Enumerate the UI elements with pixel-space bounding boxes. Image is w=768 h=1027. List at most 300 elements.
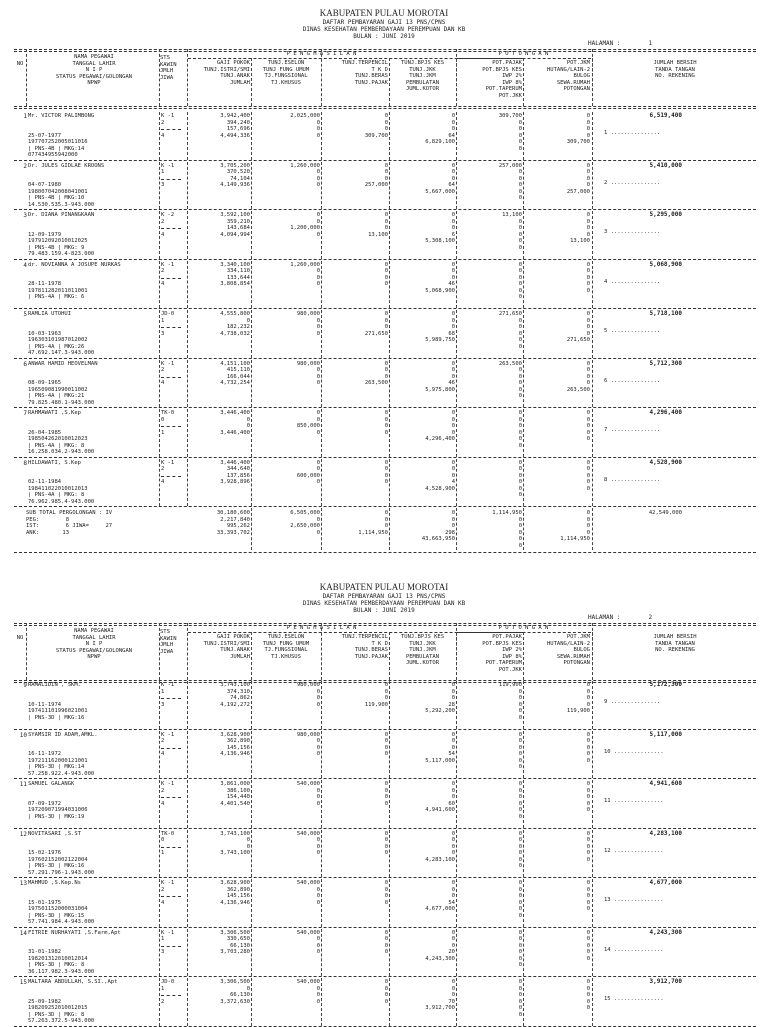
column-divider (523, 978, 524, 1026)
row-number: 7 (23, 410, 27, 417)
col-potongan: P O T O N G A N (498, 625, 549, 631)
row-number: 11 (19, 781, 27, 788)
dashed-rule (14, 828, 756, 829)
column-divider (251, 360, 252, 408)
column-divider (251, 879, 252, 927)
period-label: BULAN : JUNI 2019 (353, 33, 415, 40)
column-divider (456, 162, 457, 210)
column-divider (592, 360, 593, 408)
remote-allowance-values: 0 0 0 0 (384, 830, 388, 856)
net-pay: 5,718,100 (649, 310, 682, 317)
allowance-values: 980,000 0 0 0 (296, 360, 320, 386)
department-name: DINAS KESEHATAN PEMBERDAYAAN PEREMPUAN DAN KB (302, 600, 466, 607)
column-divider (251, 261, 252, 309)
column-divider (523, 360, 524, 408)
net-pay: 4,677,000 (649, 879, 682, 886)
column-divider (321, 112, 322, 160)
col-penghasilan: P E N G H A S I L A N (286, 51, 357, 57)
dashed-rule (14, 358, 756, 359)
signature-line: 14 ............... (604, 946, 664, 953)
column-divider (321, 681, 322, 729)
column-divider (159, 49, 160, 106)
marital-status: K -1 2 4 (161, 459, 175, 485)
remote-allowance-values: 0 0 0 0 (384, 410, 388, 436)
gross-values: 0 0 0 70 3,912,700 (425, 979, 455, 1011)
subtotal-tax: 1,114,950 0 0 0 0 0 (492, 510, 522, 549)
column-divider (187, 112, 188, 160)
column-divider (592, 681, 593, 729)
signature-line: 2 ............... (604, 179, 661, 186)
column-divider (592, 211, 593, 259)
dashed-rule (14, 407, 756, 408)
allowance-values: 1,260,000 0 0 0 (290, 162, 320, 188)
employee-info: Dr. DIANA PINANGKAAN 12-09-1979 197912092010012025 | PNS-4B | MKG: 9 79.483.159.4-823.000 (28, 212, 95, 257)
remote-allowance-values: 0 0 0 13,100 (368, 212, 388, 238)
signature-line: 13 ............... (604, 897, 664, 903)
signature-line: 8 ............... (604, 476, 661, 483)
subtotal-other: 0 0 0 0 1,114,950 (560, 510, 590, 542)
column-divider (187, 879, 188, 927)
employee-info: RAHMAWATI ,S.Kep 26-04-1985 198504262010012023 | PNS-4A | MKG: 8 16.258.034.2-943.000 (28, 410, 95, 455)
column-divider (159, 623, 160, 680)
other-deduction-values: 0 0 0 0 0 (586, 830, 590, 863)
dashed-rule (457, 58, 591, 59)
sts-rule (161, 377, 181, 378)
dashed-rule (457, 632, 591, 633)
subtotal-allowance: 6,505,000 0 2,650,000 0 (290, 510, 320, 536)
marital-status: K -2 2 4 (161, 212, 175, 238)
page-number (588, 40, 652, 47)
col-pajak: POT.PAJAK POT.BPJS KES IWP 2% IWP 8% POT.TAPERUM POT.JKK (482, 60, 522, 99)
column-divider (523, 112, 524, 160)
salary-values: 3,446,400 0 0 3,446,400 (220, 410, 250, 436)
signature-line: 3 ............... (604, 229, 661, 235)
gross-values: 0 0 0 46 5,068,900 (425, 261, 455, 294)
column-divider (321, 49, 322, 106)
column-divider (592, 879, 593, 927)
column-divider (456, 780, 457, 828)
employee-info: Dr. JULES GIDLAE KROONS 04-07-1980 198007042008041001 | PNS-4B | MKG:10 14.530.535.3-943.000 (28, 162, 105, 208)
column-divider (251, 58, 252, 106)
subtotal-remote: 0 0 0 1,114,950 (358, 510, 388, 536)
column-divider (592, 731, 593, 779)
row-number: 5 (23, 311, 27, 318)
column-divider (251, 929, 252, 977)
signature-line: 15 ............... (604, 996, 664, 1002)
column-divider (592, 409, 593, 457)
allowance-values: 540,000 0 0 0 (296, 880, 320, 906)
column-divider (389, 211, 390, 259)
marital-status: TK-0 0 1 (161, 410, 175, 436)
column-divider (456, 459, 457, 507)
column-divider (456, 830, 457, 878)
gross-values: 0 0 0 0 4,283,100 (425, 830, 455, 863)
allowance-values: 0 0 850,000 0 (296, 410, 320, 436)
tax-deduction-values: 0 0 0 0 0 0 (518, 781, 522, 820)
sts-rule (161, 946, 181, 947)
column-divider (321, 162, 322, 210)
column-divider (187, 261, 188, 309)
row-number: 4 (23, 261, 27, 269)
report-title (0, 582, 768, 614)
other-deduction-values: 0 0 0 0 309,700 (566, 113, 590, 145)
column-divider (159, 731, 160, 779)
subtotal-gross: 0 0 0 298 43,663,950 (421, 510, 455, 542)
dashed-rule (14, 976, 756, 977)
marital-status: K -1 2 4 (161, 113, 175, 139)
col-terpencil: TUNJ.TERPENCIL T K D TUNJ.BERAS TUNJ.PAJAK (341, 634, 388, 660)
column-divider (187, 459, 188, 507)
column-divider (523, 58, 524, 106)
column-divider (389, 632, 390, 680)
gross-values: 0 0 0 54 4,677,000 (425, 880, 455, 912)
allowance-values: 0 0 600,000 0 (296, 459, 320, 485)
salary-values: 3,861,000 386,100 154,440 4,401,540 (220, 781, 250, 807)
col-gaji: GAJI POKOK TUNJ.ISTRI/SMI TUNJ.ANAK JUMLAH (203, 60, 250, 86)
employee-info: SYAMSIR ID ADAM,AMKL. 16-11-1972 197211162000121001 | PNS-3D | MKG:14 57.258.922.4-943.000 (28, 731, 98, 777)
allowance-values: 980,000 0 0 0 (296, 731, 320, 757)
column-divider (187, 623, 188, 680)
sts-rule (161, 896, 181, 897)
remote-allowance-values: 0 0 0 0 (384, 731, 388, 757)
col-penghasilan: P E N G H A S I L A N (286, 625, 357, 631)
tax-deduction-values: 119,900 0 0 0 0 0 (498, 682, 522, 721)
column-divider (159, 830, 160, 878)
column-divider (187, 162, 188, 210)
column-divider (321, 929, 322, 977)
column-divider (592, 929, 593, 977)
column-divider (187, 409, 188, 457)
column-divider (456, 681, 457, 729)
col-nama: NAMA PEGAWAI TANGGAL LAHIR N I P STATUS PEGAWAI/GOLONGAN NPWP (55, 54, 133, 86)
col-eselon: TUNJ.ESELON TUNJ FUNG UMUM TJ.FUNGSIONAL TJ.KHUSUS (262, 634, 310, 660)
col-pajak: POT.PAJAK POT.BPJS KES IWP 2% IWP 8% POT.TAPERUM POT.JKK (482, 634, 522, 673)
column-divider (251, 681, 252, 729)
allowance-values: 540,000 0 0 0 (296, 781, 320, 807)
salary-values: 3,592,100 359,210 143,684 4,094,994 (220, 212, 250, 238)
gross-values: 0 0 0 28 5,292,200 (425, 682, 455, 714)
sts-rule (161, 426, 181, 427)
column-divider (159, 162, 160, 210)
column-divider (523, 731, 524, 779)
tax-deduction-values: 271,650 0 0 0 0 0 (498, 311, 522, 350)
row-number: 9 (23, 682, 27, 689)
salary-values: 3,942,400 394,240 157,696 4,494,336 (220, 113, 250, 139)
signature-line: 9 ............... (604, 699, 661, 705)
tax-deduction-values: 0 0 0 0 0 0 (518, 261, 522, 300)
column-divider (321, 879, 322, 927)
net-pay: 4,283,100 (649, 829, 682, 837)
column-divider (389, 360, 390, 408)
remote-allowance-values: 0 0 0 119,900 (364, 682, 388, 708)
page-number-value: 2 (648, 614, 653, 621)
column-divider (389, 731, 390, 779)
remote-allowance-values: 0 0 0 0 (384, 979, 388, 1005)
signature-line: 6 ............... (604, 377, 661, 384)
marital-status: K -1 2 4 (161, 731, 175, 757)
allowance-values: 980,000 0 0 0 (296, 682, 320, 708)
gross-values: 0 0 0 64 6,829,100 (425, 113, 455, 145)
remote-allowance-values: 0 0 0 257,000 (364, 162, 388, 188)
net-pay: 4,243,300 (649, 928, 682, 936)
column-divider (251, 731, 252, 779)
column-divider (592, 780, 593, 828)
column-divider (456, 409, 457, 457)
other-deduction-values: 0 0 0 0 257,000 (566, 162, 590, 195)
column-divider (592, 162, 593, 210)
column-divider (251, 632, 252, 680)
column-divider (456, 360, 457, 408)
dashed-rule (14, 209, 756, 210)
column-divider (523, 310, 524, 358)
column-divider (523, 929, 524, 977)
remote-allowance-values: 0 0 0 309,700 (364, 113, 388, 139)
marital-status: JD-0 1 3 (161, 311, 175, 337)
column-divider (26, 623, 27, 680)
gross-values: 0 0 0 68 5,989,750 (425, 311, 455, 343)
column-divider (321, 508, 322, 550)
sts-rule (161, 327, 181, 328)
tax-deduction-values: 263,500 0 0 0 0 0 (498, 360, 522, 399)
net-pay: 5,295,000 (649, 211, 682, 218)
other-deduction-values: 0 0 0 0 0 (586, 731, 590, 764)
tax-deduction-values: 0 0 0 0 0 0 (518, 880, 522, 919)
report-title (0, 8, 768, 40)
col-no: NO (16, 61, 24, 67)
col-bpjs: TUNJ.BPJS KES TUNJ.JKK TUNJ.JKM PEMBULATAN JUML.KOTOR (400, 634, 445, 666)
sts-rule (161, 797, 181, 798)
gross-values: 0 0 0 6 5,308,100 (425, 212, 455, 244)
employee-info: ANWAR HAMID HEOVELMAN 08-09-1965 196509081990011002 | PNS-4A | MKG:21 79.825.480.1-943.000 (28, 360, 98, 406)
column-divider (389, 508, 390, 550)
column-divider (187, 681, 188, 729)
column-divider (321, 211, 322, 259)
column-divider (187, 211, 188, 259)
gross-values: 0 0 0 46 5,975,800 (425, 360, 455, 393)
column-divider (187, 780, 188, 828)
salary-values: 3,628,900 362,890 145,156 4,136,946 (220, 731, 250, 757)
column-divider (456, 879, 457, 927)
column-divider (321, 310, 322, 358)
column-divider (456, 310, 457, 358)
allowance-values: 540,000 0 0 0 (296, 830, 320, 856)
agency-title: KABUPATEN PULAU MOROTAI (319, 8, 449, 18)
column-divider (456, 731, 457, 779)
salary-values: 3,705,200 370,520 74,104 4,149,936 (220, 162, 250, 188)
marital-status: K -1 1 3 (161, 162, 175, 188)
column-divider (389, 162, 390, 210)
col-eselon: TUNJ.ESELON TUNJ FUNG UMUM TJ.FUNGSIONAL TJ.KHUSUS (262, 60, 310, 86)
tax-deduction-values: 0 0 0 0 0 0 (518, 830, 522, 869)
salary-values: 3,446,400 344,640 137,856 3,928,896 (220, 459, 250, 485)
dashed-rule (14, 259, 756, 260)
column-divider (389, 409, 390, 457)
other-deduction-values: 0 0 0 0 0 (586, 979, 590, 1011)
row-number: 13 (19, 880, 27, 887)
allowance-values: 980,000 0 0 0 (296, 311, 320, 337)
column-divider (456, 211, 457, 259)
col-bersih: JUMLAH BERSIH TANDA TANGAN NO. REKENING (653, 634, 697, 653)
row-number: 12 (19, 830, 27, 838)
signature-line: 11 ............... (604, 798, 664, 804)
marital-status: K -1 1 3 (161, 682, 175, 708)
signature-line: 10 ............... (604, 748, 664, 755)
dashed-rule (14, 308, 756, 309)
allowance-values: 2,025,000 0 0 0 (290, 113, 320, 139)
marital-status: K -1 2 4 (161, 880, 175, 906)
employee-info: RAMLIA UTOHUI 10-03-1963 196303101987012002 | PNS-4A | MKG:26 47.692.147.3-943.000 (28, 311, 95, 356)
column-divider (321, 731, 322, 779)
other-deduction-values: 0 0 0 0 0 (586, 261, 590, 294)
other-deduction-values: 0 0 0 0 0 (586, 410, 590, 442)
column-divider (389, 929, 390, 977)
dashed-rule (14, 1026, 756, 1027)
column-divider (187, 310, 188, 358)
subtotal-label: SUB TOTAL PERGOLONGAN : IV PEG: 8 IST: 6 JIWA= 27 ANK: 13 (26, 510, 113, 536)
employee-info: RAMALIDIN , SKM. 10-11-1974 197411101996021001 | PNS-3D | MKG:16 (28, 682, 88, 721)
column-divider (251, 508, 252, 550)
tax-deduction-values: 0 0 0 0 0 0 (518, 410, 522, 449)
column-divider (321, 830, 322, 878)
net-pay: 5,068,900 (649, 260, 682, 268)
marital-status: K -1 2 4 (161, 261, 175, 287)
row-number: 2 (23, 162, 27, 170)
employee-info: dr. NOVIANNA A JOSUPE NURKAS 28-11-1978 197811282011011001 | PNS-4A | MKG: 6 (28, 261, 121, 300)
column-divider (159, 929, 160, 977)
dashed-rule (14, 778, 756, 779)
col-sts: STS KAWIN JMLH JIWA (160, 55, 177, 81)
column-divider (389, 459, 390, 507)
signature-line: 5 ............... (604, 328, 661, 334)
net-pay: 4,941,600 (649, 780, 682, 787)
row-number: 10 (19, 731, 27, 739)
signature-line: 4 ............... (604, 278, 661, 285)
column-divider (251, 830, 252, 878)
net-pay: 4,296,400 (649, 409, 682, 416)
signature-line: 7 ............... (604, 427, 661, 433)
net-pay: 5,410,000 (649, 161, 682, 169)
column-divider (187, 929, 188, 977)
column-divider (592, 112, 593, 160)
column-divider (592, 508, 593, 550)
net-pay: 5,117,000 (649, 730, 682, 738)
col-gaji: GAJI POKOK TUNJ.ISTRI/SMI TUNJ.ANAK JUMLAH (203, 634, 250, 660)
marital-status: JD-0 1 2 (161, 979, 175, 1005)
remote-allowance-values: 0 0 0 0 (384, 459, 388, 485)
column-divider (187, 978, 188, 1026)
allowance-values: 540,000 0 0 0 (296, 929, 320, 955)
other-deduction-values: 0 0 0 0 0 (586, 929, 590, 962)
sts-rule (161, 698, 181, 699)
column-divider (456, 49, 457, 106)
row-number: 1 (23, 113, 27, 120)
other-deduction-values: 0 0 0 0 0 (586, 459, 590, 492)
dashed-rule (14, 506, 756, 507)
column-divider (389, 310, 390, 358)
dashed-rule (14, 457, 756, 458)
other-deduction-values: 0 0 0 0 263,500 (566, 360, 590, 393)
remote-allowance-values: 0 0 0 0 (384, 781, 388, 807)
remote-allowance-values: 0 0 0 0 (384, 929, 388, 955)
remote-allowance-values: 0 0 0 0 (384, 261, 388, 287)
row-number: 15 (19, 979, 27, 986)
column-divider (523, 830, 524, 878)
dashed-rule (14, 160, 756, 161)
gross-values: 0 0 0 20 4,243,300 (425, 929, 455, 962)
column-divider (251, 780, 252, 828)
department-name: DINAS KESEHATAN PEMBERDAYAAN PEREMPUAN DAN KB (302, 26, 466, 33)
salary-values: 3,743,100 374,310 74,862 4,192,272 (220, 682, 250, 708)
column-divider (251, 211, 252, 259)
column-divider (389, 879, 390, 927)
other-deduction-values: 0 0 0 0 0 (586, 880, 590, 912)
page-number (588, 614, 652, 621)
employee-info: MALTARA ABDULLAH, S.SI.,Apt 25-09-1982 198209252010012015 | PNS-3D | MKG: 8 57.263.372.5-943.000 (28, 979, 118, 1024)
column-divider (187, 731, 188, 779)
other-deduction-values: 0 0 0 0 0 (586, 781, 590, 813)
employee-info: Mr. VICTOR PALIMBONG 25-07-1977 197707252005011016 | PNS-4B | MKG:14 077434955942000 (28, 113, 95, 158)
column-divider (159, 409, 160, 457)
row-number: 6 (23, 360, 27, 368)
subtotal-salary: 30,180,600 2,217,840 995,262 33,393,702 (216, 510, 250, 536)
employee-info: SAMUEL GALANGK 07-09-1972 197209071994031006 | PNS-3D | MKG:19 (28, 781, 88, 820)
net-pay: 6,519,400 (649, 112, 682, 119)
other-deduction-values: 0 0 0 0 119,900 (566, 682, 590, 714)
salary-values: 3,306,500 0 66,130 3,372,630 (220, 979, 250, 1005)
page-number-value: 1 (648, 40, 653, 47)
salary-values: 3,628,900 362,890 145,156 4,136,946 (220, 880, 250, 906)
col-terpencil: TUNJ.TERPENCIL T K D TUNJ.BERAS TUNJ.PAJAK (341, 60, 388, 86)
column-divider (251, 162, 252, 210)
column-divider (159, 112, 160, 160)
net-pay: 4,528,900 (649, 458, 682, 466)
col-nama: NAMA PEGAWAI TANGGAL LAHIR N I P STATUS PEGAWAI/GOLONGAN NPWP (55, 628, 133, 660)
gross-values: 0 0 0 4 4,528,900 (425, 459, 455, 492)
column-divider (251, 459, 252, 507)
column-divider (592, 623, 593, 680)
col-sts: STS KAWIN JMLH JIWA (160, 629, 177, 655)
column-divider (523, 632, 524, 680)
gross-values: 0 0 0 64 5,667,000 (425, 162, 455, 195)
column-divider (321, 780, 322, 828)
sts-rule (161, 847, 181, 848)
column-divider (456, 508, 457, 550)
column-divider (523, 409, 524, 457)
sts-rule (161, 278, 181, 279)
column-divider (159, 879, 160, 927)
employee-info: FITRIE NURHAYATI ,S.Farm,Apt 31-01-1982 198201312010012014 | PNS-3D | MKG: 8 36.117.982.3-943.000 (28, 929, 121, 975)
column-divider (389, 830, 390, 878)
marital-status: TK-0 0 1 (161, 830, 175, 856)
column-divider (251, 409, 252, 457)
column-divider (523, 508, 524, 550)
sts-rule (161, 476, 181, 477)
column-divider (389, 112, 390, 160)
column-divider (592, 978, 593, 1026)
tax-deduction-values: 13,100 0 0 0 0 0 (502, 212, 522, 251)
column-divider (159, 978, 160, 1026)
column-divider (456, 112, 457, 160)
column-divider (592, 459, 593, 507)
report-subtitle: DAFTAR PEMBAYARAN GAJI 13 PNS/CPNS (322, 593, 446, 600)
col-bpjs: TUNJ.BPJS KES TUNJ.JKK TUNJ.JKM PEMBULATAN JUML.KOTOR (400, 60, 445, 92)
net-pay: 5,172,300 (649, 681, 682, 688)
salary-values: 3,743,100 0 0 3,743,100 (220, 830, 250, 856)
remote-allowance-values: 0 0 0 263,500 (364, 360, 388, 386)
sts-rule (161, 228, 181, 229)
col-potongan: P O T O N G A N (498, 51, 549, 57)
tax-deduction-values: 309,700 0 0 0 0 0 (498, 113, 522, 152)
